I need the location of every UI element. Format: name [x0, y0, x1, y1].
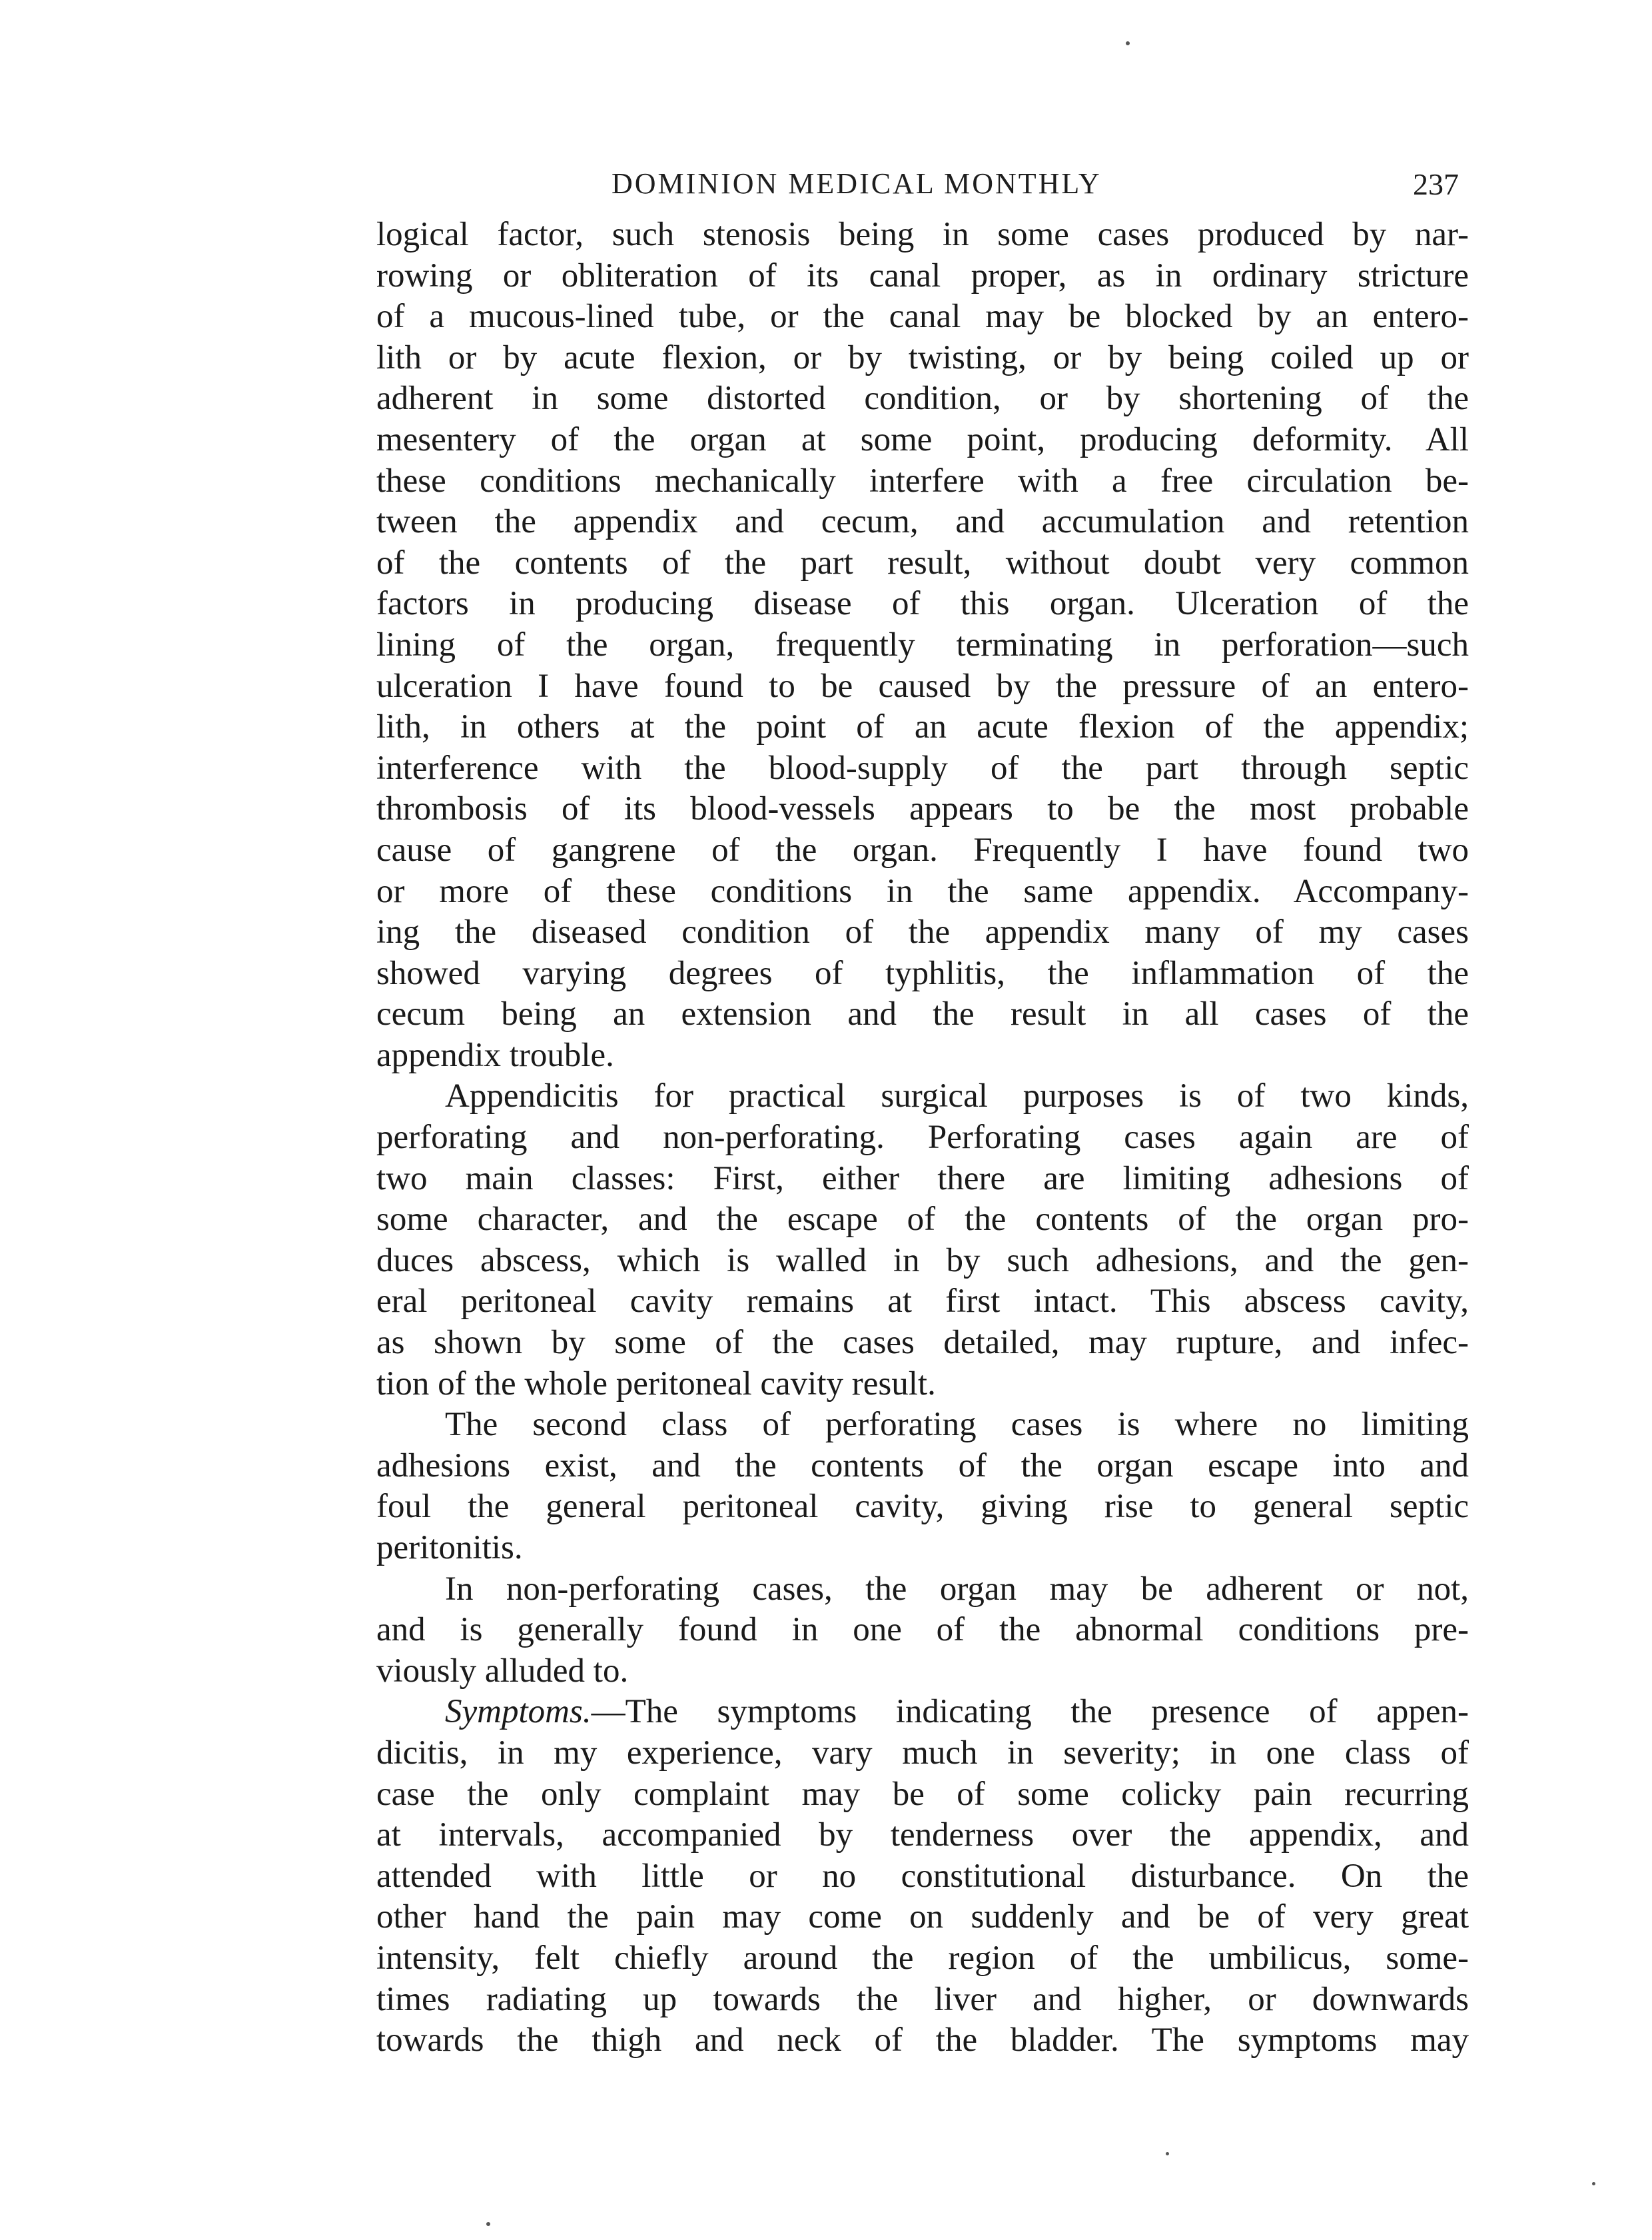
text-line: towards the thigh and neck of the bladder. The symptoms may [376, 2021, 1469, 2059]
text-line: In non-perforating cases, the organ may be adherent or not, [445, 1570, 1469, 1608]
text-line: appendix trouble. [376, 1036, 614, 1074]
text-line: times radiating up towards the liver and higher, or downwards [376, 1980, 1469, 2018]
text-line: lith or by acute flexion, or by twisting, or by being coiled up or [376, 338, 1469, 376]
running-head [373, 167, 1465, 207]
text-line: tion of the whole peritoneal cavity result. [376, 1365, 936, 1402]
text-line: intensity, felt chiefly around the region of the umbilicus, some- [376, 1939, 1469, 1977]
text-line: as shown by some of the cases detailed, may rupture, and infec- [376, 1324, 1469, 1362]
text-line: duces abscess, which is walled in by such adhesions, and the gen- [376, 1241, 1469, 1279]
text-line: interference with the blood-supply of the part through septic [376, 749, 1469, 787]
text-line: eral peritoneal cavity remains at first intact. This abscess cavity, [376, 1283, 1469, 1321]
scan-speck [1592, 2182, 1595, 2185]
text-line: factors in producing disease of this organ. Ulceration of the [376, 585, 1469, 623]
text-line: viously alluded to. [376, 1652, 629, 1690]
text-line: and is generally found in one of the abnormal conditions pre- [376, 1611, 1469, 1649]
text-line: logical factor, such stenosis being in some cases produced by nar- [376, 216, 1469, 253]
text-line: showed varying degrees of typhlitis, the inflammation of the [376, 954, 1469, 992]
scan-speck [1126, 41, 1130, 45]
text-line: these conditions mechanically interfere with a free circulation be- [376, 462, 1469, 500]
text-line: cause of gangrene of the organ. Frequently I have found two [376, 831, 1469, 869]
text-line: thrombosis of its blood-vessels appears to be the most probable [376, 790, 1469, 828]
text-line: lith, in others at the point of an acute flexion of the appendix; [376, 708, 1469, 746]
text-line: of the contents of the part result, without doubt very common [376, 544, 1469, 582]
text-line: attended with little or no constitutional disturbance. On the [376, 1857, 1469, 1895]
text-line: ulceration I have found to be caused by the pressure of an entero- [376, 667, 1469, 705]
text-line: foul the general peritoneal cavity, giving rise to general septic [376, 1488, 1469, 1526]
text-line: or more of these conditions in the same appendix. Accompany- [376, 872, 1469, 910]
text-line: perforating and non-perforating. Perforating cases again are of [376, 1119, 1469, 1157]
text-line: ing the diseased condition of the appendix many of my cases [376, 913, 1469, 951]
scan-speck [486, 2222, 490, 2226]
scan-speck [1166, 2152, 1169, 2155]
text-line: some character, and the escape of the contents of the organ pro- [376, 1201, 1469, 1239]
body-text [376, 215, 1469, 2061]
text-line: rowing or obliteration of its canal proper, as in ordinary stricture [376, 257, 1469, 294]
text-line: dicitis, in my experience, vary much in severity; in one class of [376, 1734, 1469, 1772]
text-line: other hand the pain may come on suddenly and be of very great [376, 1898, 1469, 1936]
text-line: cecum being an extension and the result in all cases of the [376, 995, 1469, 1033]
text-line: of a mucous-lined tube, or the canal may be blocked by an entero- [376, 298, 1469, 336]
page-number: 237 [1413, 167, 1459, 201]
text-line: case the only complaint may be of some colicky pain recurring [376, 1775, 1469, 1813]
text-line: adherent in some distorted condition, or by shortening of the [376, 380, 1469, 418]
text-line: The second class of perforating cases is where no limiting [445, 1406, 1469, 1444]
text-line: Symptoms.—The symptoms indicating the presence of appen- [445, 1693, 1469, 1731]
text-line: two main classes: First, either there are limiting adhesions of [376, 1159, 1469, 1197]
text-line: mesentery of the organ at some point, producing deformity. All [376, 420, 1469, 458]
text-line: lining of the organ, frequently terminating in perforation—such [376, 626, 1469, 664]
text-line: tween the appendix and cecum, and accumulation and retention [376, 503, 1469, 541]
journal-title: DOMINION MEDICAL MONTHLY [612, 167, 1102, 200]
text-line: Appendicitis for practical surgical purposes is of two kinds, [445, 1077, 1469, 1115]
text-line: peritonitis. [376, 1529, 523, 1566]
section-heading: Symptoms. [445, 1693, 592, 1731]
text-line: adhesions exist, and the contents of the organ escape into and [376, 1446, 1469, 1484]
text-line: at intervals, accompanied by tenderness over the appendix, and [376, 1816, 1469, 1854]
